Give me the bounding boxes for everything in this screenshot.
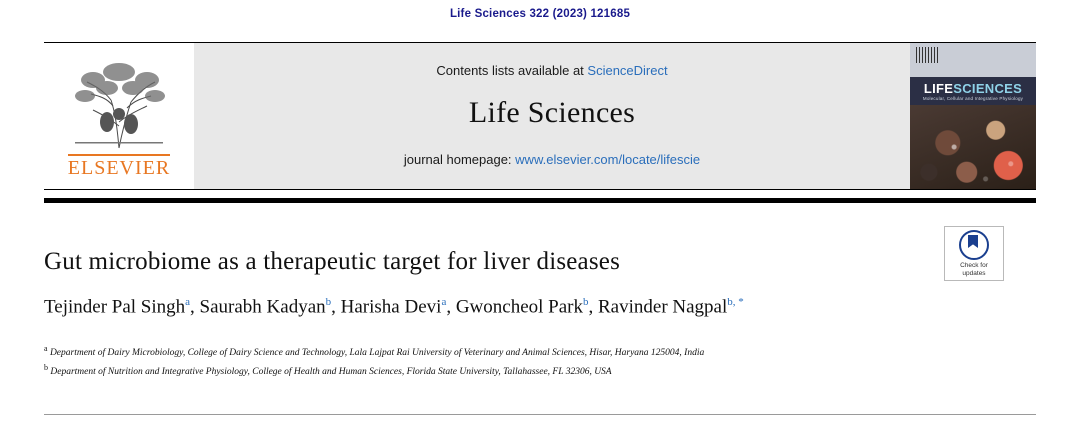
homepage-prefix: journal homepage: — [403, 152, 516, 167]
journal-cover-thumbnail — [910, 43, 1036, 189]
affiliation-item: $^a$ Department of Dairy Microbiology, College of Dairy Science and Technology, Lala Lajpat Rai University of Veterinary and Animal Sciences, Hisar, Haryana 125004, India — [44, 344, 705, 359]
author-name: Tejinder Pal Singh — [44, 296, 186, 318]
masthead-divider — [44, 198, 1036, 203]
author-list: Tejinder Pal Singh$^a$, Saurabh Kadyan$^b$, Harisha Devi$^a$, Gwoncheol Park$^b$, Ravinder Nagpal$^{b, *}$ — [44, 296, 744, 318]
sciencedirect-link[interactable]: ScienceDirect — [587, 63, 668, 78]
affiliation-list — [44, 342, 924, 380]
elsevier-tree-icon — [69, 56, 169, 152]
cover-title — [910, 81, 1036, 96]
homepage-line — [404, 152, 700, 167]
journal-homepage-link[interactable]: www.elsevier.com/locate/lifescie — [515, 152, 701, 167]
author-affiliation-mark: a — [185, 296, 191, 308]
author-affiliation-mark: b — [325, 296, 332, 308]
affiliation-mark: a — [44, 344, 48, 353]
author-name: Harisha Devi — [340, 296, 442, 318]
author-name: Saurabh Kadyan — [199, 296, 326, 318]
cover-artwork-highlights — [910, 105, 1036, 189]
running-head: Life Sciences 322 (2023) 121685 — [449, 8, 631, 20]
contents-prefix: Contents lists available at — [436, 63, 588, 78]
author-affiliation-mark: b — [583, 296, 589, 308]
cover-title-word1: LIFE — [923, 81, 954, 96]
badge-line-1: Check for — [960, 262, 988, 269]
cover-artwork — [910, 105, 1036, 189]
check-for-updates-badge[interactable] — [944, 226, 1004, 281]
masthead-center — [194, 43, 910, 189]
section-divider — [44, 414, 1036, 415]
journal-masthead — [44, 42, 1036, 190]
author-affiliation-mark: b, * — [727, 296, 744, 308]
crossmark-icon — [959, 230, 989, 260]
contents-line — [436, 63, 667, 78]
cover-subtitle: Molecular, Cellular and Integrative Physiology — [922, 96, 1024, 101]
journal-title: Life Sciences — [468, 96, 636, 129]
cover-title-word2: SCIENCES — [953, 81, 1023, 96]
badge-line-2: updates — [962, 270, 986, 277]
author-name: Gwoncheol Park — [455, 296, 583, 318]
author-name: Ravinder Nagpal — [598, 296, 728, 318]
author-affiliation-mark: a — [441, 296, 447, 308]
elsevier-logo — [44, 43, 194, 189]
elsevier-wordmark: ELSEVIER — [68, 154, 170, 180]
barcode-icon — [916, 47, 938, 63]
affiliation-item: $^b$ Department of Nutrition and Integrative Physiology, College of Health and Human Sciences, Florida State University, Tallahassee, FL 32306, USA — [44, 363, 612, 378]
article-title: Gut microbiome as a therapeutic target for liver diseases — [44, 248, 621, 275]
affiliation-mark: b — [44, 363, 48, 373]
